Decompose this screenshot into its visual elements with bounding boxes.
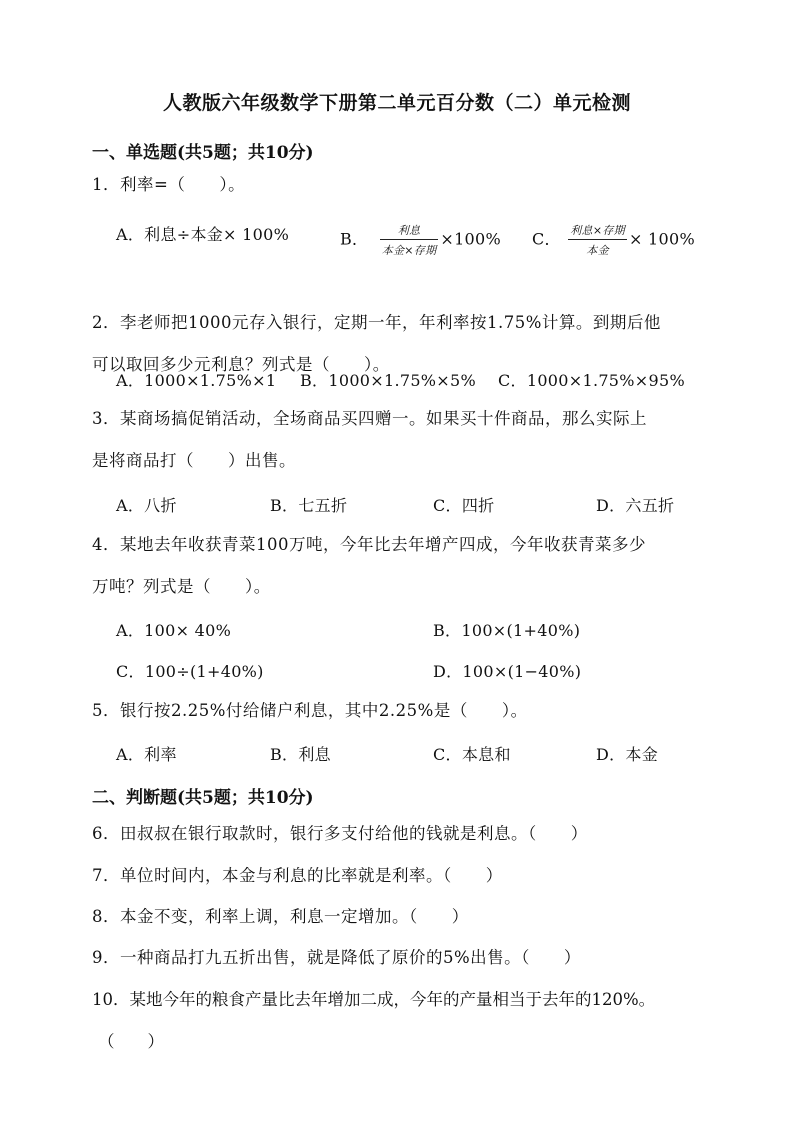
q1-option-c xyxy=(532,222,695,258)
q5-option-c: C．本息和 xyxy=(433,745,511,764)
question-5-stem: 5．银行按2.25%付给储户利息，其中2.25%是（ ）。 xyxy=(92,701,528,720)
q1-option-a: A．利息÷本金× 100% xyxy=(116,225,290,244)
section-heading-single-choice: 一、单选题(共5题；共10分) xyxy=(92,143,314,163)
question-3-line-2: 是将商品打（ ）出售。 xyxy=(92,451,296,470)
question-3 xyxy=(92,398,712,482)
question-4-line-2: 万吨？列式是（ ）。 xyxy=(92,577,271,596)
question-8-text: 8．本金不变，利率上调，利息一定增加。（ ） xyxy=(92,907,469,926)
question-1-stem: 1．利率=（ ）。 xyxy=(92,175,246,194)
q2-option-b: B．1000×1.75%×5% xyxy=(300,371,476,390)
q1-option-c-tail: × 100% xyxy=(628,229,695,249)
q1-option-c-fraction xyxy=(568,222,627,258)
question-9 xyxy=(92,937,712,979)
q2-option-c: C．1000×1.75%×95% xyxy=(498,371,685,390)
question-6 xyxy=(92,813,712,855)
question-10 xyxy=(92,979,732,1063)
q3-option-a: A．八折 xyxy=(116,496,177,515)
question-10-line-2: （ ） xyxy=(98,1032,164,1051)
question-2-line-2: 可以取回多少元利息？列式是（ ）。 xyxy=(92,355,390,374)
question-2-line-1: 2．李老师把1000元存入银行，定期一年，年利率按1.75%计算。到期后他 xyxy=(92,313,661,332)
q3-option-d: D．六五折 xyxy=(596,496,675,515)
q1-option-b-label: B． xyxy=(340,229,369,249)
q1-option-b-fraction xyxy=(380,222,439,258)
question-3-line-1: 3．某商场搞促销活动，全场商品买四赠一。如果买十件商品，那么实际上 xyxy=(92,409,647,428)
question-4-line-1: 4．某地去年收获青菜100万吨，今年比去年增产四成，今年收获青菜多少 xyxy=(92,535,646,554)
page-title: 人教版六年级数学下册第二单元百分数（二）单元检测 xyxy=(162,92,631,114)
q2-option-a: A．1000×1.75%×1 xyxy=(116,371,277,390)
question-7-text: 7．单位时间内，本金与利息的比率就是利率。（ ） xyxy=(92,866,503,885)
question-5 xyxy=(92,690,712,732)
q3-option-b: B．七五折 xyxy=(270,496,348,515)
q4-option-d: D．100×(1−40%) xyxy=(433,662,582,681)
section-heading-true-false: 二、判断题(共5题；共10分) xyxy=(92,788,314,808)
question-9-text: 9．一种商品打九五折出售，就是降低了原价的5%出售。（ ） xyxy=(92,948,581,967)
question-7 xyxy=(92,855,712,897)
q5-option-b: B．利息 xyxy=(270,745,331,764)
q1-option-c-numerator: 利息×存期 xyxy=(568,222,627,240)
question-6-text: 6．田叔叔在银行取款时，银行多支付给他的钱就是利息。（ ） xyxy=(92,824,588,843)
q5-option-d: D．本金 xyxy=(596,745,659,764)
q1-option-b xyxy=(340,222,501,258)
q1-option-b-denominator: 本金×存期 xyxy=(381,244,437,257)
q1-option-b-numerator: 利息 xyxy=(380,222,439,240)
question-10-line-1: 10．某地今年的粮食产量比去年增加二成，今年的产量相当于去年的120%。 xyxy=(92,990,656,1009)
q1-option-c-label: C． xyxy=(532,229,561,249)
question-1 xyxy=(92,164,712,206)
question-8 xyxy=(92,896,712,938)
q5-option-a: A．利率 xyxy=(116,745,177,764)
q4-option-a: A．100× 40% xyxy=(116,621,232,640)
q1-option-b-tail: ×100% xyxy=(440,229,502,249)
q1-option-c-denominator: 本金 xyxy=(586,244,609,257)
q3-option-c: C．四折 xyxy=(433,496,495,515)
q4-option-c: C．100÷(1+40%) xyxy=(116,662,264,681)
q4-option-b: B．100×(1+40%) xyxy=(433,621,581,640)
question-4 xyxy=(92,524,712,608)
